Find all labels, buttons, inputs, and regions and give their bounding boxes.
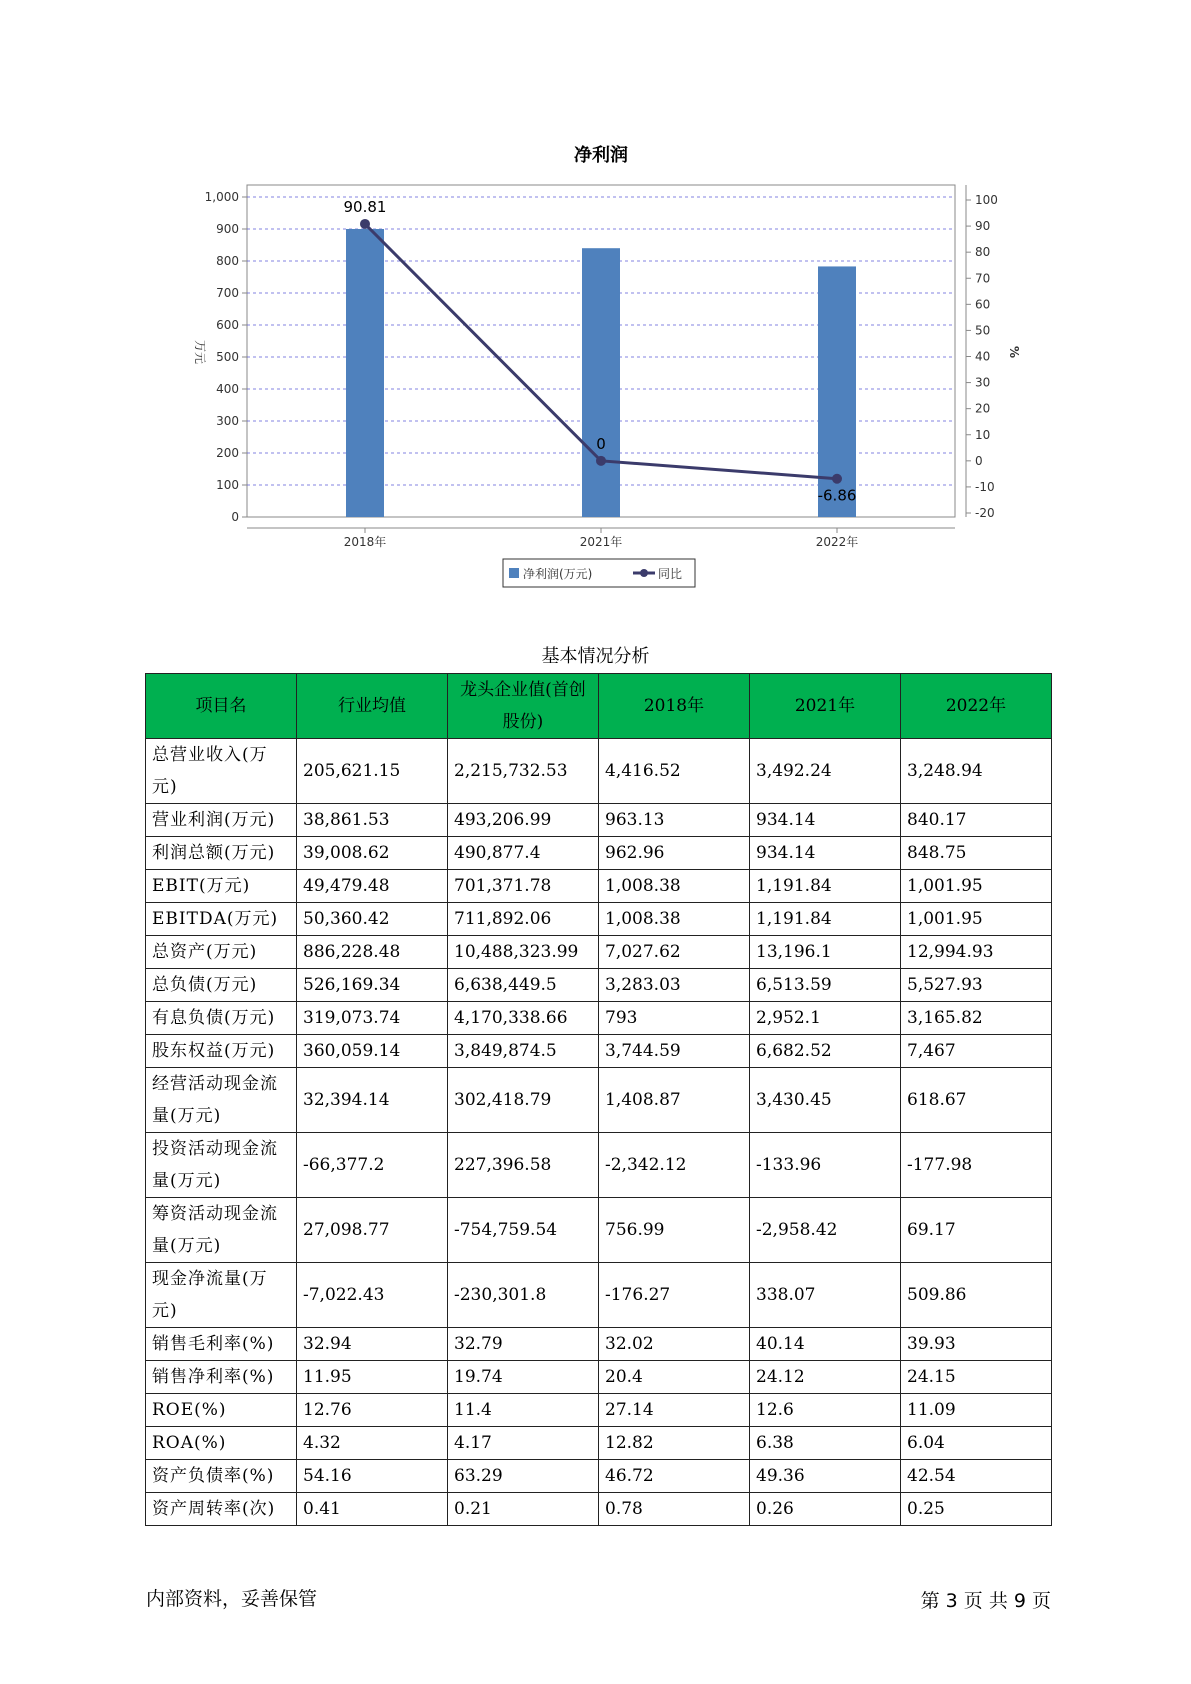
value-cell: -176.27 bbox=[599, 1263, 750, 1328]
value-cell: 12,994.93 bbox=[901, 936, 1052, 969]
table-row bbox=[146, 1002, 1052, 1035]
value-cell: 13,196.1 bbox=[750, 936, 901, 969]
value-cell: 934.14 bbox=[750, 804, 901, 837]
value-cell: 4,170,338.66 bbox=[448, 1002, 599, 1035]
y2-tick-label: 70 bbox=[975, 271, 991, 286]
value-cell: 6.04 bbox=[901, 1427, 1052, 1460]
y-tick-label: 600 bbox=[216, 318, 239, 332]
value-cell: 19.74 bbox=[448, 1361, 599, 1394]
value-cell: -133.96 bbox=[750, 1133, 901, 1198]
table-row bbox=[146, 1198, 1052, 1263]
row-label-cell: 筹资活动现金流量(万元) bbox=[146, 1198, 297, 1263]
value-cell: 6.38 bbox=[750, 1427, 901, 1460]
value-cell: 24.15 bbox=[901, 1361, 1052, 1394]
value-cell: 3,430.45 bbox=[750, 1068, 901, 1133]
value-cell: 962.96 bbox=[599, 837, 750, 870]
value-cell: 227,396.58 bbox=[448, 1133, 599, 1198]
value-cell: 27.14 bbox=[599, 1394, 750, 1427]
value-cell: 0.41 bbox=[297, 1493, 448, 1526]
y2-axis-title: % bbox=[1007, 345, 1021, 359]
value-cell: 711,892.06 bbox=[448, 903, 599, 936]
value-cell: 319,073.74 bbox=[297, 1002, 448, 1035]
value-cell: 49.36 bbox=[750, 1460, 901, 1493]
value-cell: 509.86 bbox=[901, 1263, 1052, 1328]
value-cell: 526,169.34 bbox=[297, 969, 448, 1002]
header-item-name: 项目名 bbox=[146, 674, 297, 739]
y-axis-title: 万元 bbox=[193, 339, 207, 365]
value-cell: -2,342.12 bbox=[599, 1133, 750, 1198]
value-cell: 1,408.87 bbox=[599, 1068, 750, 1133]
row-label-cell: EBITDA(万元) bbox=[146, 903, 297, 936]
value-cell: 20.4 bbox=[599, 1361, 750, 1394]
row-label-cell: 总营业收入(万元) bbox=[146, 739, 297, 804]
row-label-cell: 投资活动现金流量(万元) bbox=[146, 1133, 297, 1198]
table-row bbox=[146, 1035, 1052, 1068]
x-tick-label: 2018年 bbox=[343, 535, 387, 549]
value-cell: 793 bbox=[599, 1002, 750, 1035]
table-row bbox=[146, 1263, 1052, 1328]
value-cell: 63.29 bbox=[448, 1460, 599, 1493]
row-label-cell: ROE(%) bbox=[146, 1394, 297, 1427]
y-tick-label: 700 bbox=[216, 286, 239, 300]
y-tick-label: 100 bbox=[216, 478, 239, 492]
value-cell: 3,492.24 bbox=[750, 739, 901, 804]
value-cell: 701,371.78 bbox=[448, 870, 599, 903]
value-cell: 4.32 bbox=[297, 1427, 448, 1460]
value-cell: 54.16 bbox=[297, 1460, 448, 1493]
header-leader-value: 龙头企业值(首创股份) bbox=[448, 674, 599, 739]
y-tick-label: 800 bbox=[216, 254, 239, 268]
y2-tick-label: 40 bbox=[975, 349, 991, 364]
yoy-data-label: -6.86 bbox=[817, 486, 857, 505]
value-cell: -66,377.2 bbox=[297, 1133, 448, 1198]
table-row bbox=[146, 903, 1052, 936]
table-row bbox=[146, 1328, 1052, 1361]
basic-analysis-table bbox=[145, 673, 1052, 1526]
value-cell: 360,059.14 bbox=[297, 1035, 448, 1068]
value-cell: 338.07 bbox=[750, 1263, 901, 1328]
table-header-row bbox=[146, 674, 1052, 739]
footer-page-number: 第 3 页 共 9 页 bbox=[920, 1590, 1051, 1612]
value-cell: 0.25 bbox=[901, 1493, 1052, 1526]
row-label-cell: 资产周转率(次) bbox=[146, 1493, 297, 1526]
row-label-cell: 总负债(万元) bbox=[146, 969, 297, 1002]
value-cell: 3,283.03 bbox=[599, 969, 750, 1002]
yoy-point bbox=[360, 219, 370, 229]
row-label-cell: 销售毛利率(%) bbox=[146, 1328, 297, 1361]
header-2021: 2021年 bbox=[750, 674, 901, 739]
row-label-cell: ROA(%) bbox=[146, 1427, 297, 1460]
value-cell: 6,682.52 bbox=[750, 1035, 901, 1068]
value-cell: 24.12 bbox=[750, 1361, 901, 1394]
value-cell: 1,008.38 bbox=[599, 903, 750, 936]
value-cell: 27,098.77 bbox=[297, 1198, 448, 1263]
value-cell: 50,360.42 bbox=[297, 903, 448, 936]
value-cell: 886,228.48 bbox=[297, 936, 448, 969]
value-cell: 1,001.95 bbox=[901, 870, 1052, 903]
row-label-cell: 经营活动现金流量(万元) bbox=[146, 1068, 297, 1133]
header-industry-avg: 行业均值 bbox=[297, 674, 448, 739]
table-row bbox=[146, 936, 1052, 969]
value-cell: 46.72 bbox=[599, 1460, 750, 1493]
value-cell: 3,849,874.5 bbox=[448, 1035, 599, 1068]
y-tick-label: 1,000 bbox=[204, 190, 239, 204]
table-row bbox=[146, 1460, 1052, 1493]
x-tick-label: 2021年 bbox=[579, 535, 623, 549]
value-cell: 11.09 bbox=[901, 1394, 1052, 1427]
value-cell: 11.95 bbox=[297, 1361, 448, 1394]
table-row bbox=[146, 1427, 1052, 1460]
value-cell: 2,215,732.53 bbox=[448, 739, 599, 804]
table-row bbox=[146, 1068, 1052, 1133]
value-cell: 848.75 bbox=[901, 837, 1052, 870]
table-row bbox=[146, 837, 1052, 870]
value-cell: 7,027.62 bbox=[599, 936, 750, 969]
row-label-cell: 利润总额(万元) bbox=[146, 837, 297, 870]
value-cell: 934.14 bbox=[750, 837, 901, 870]
table-row bbox=[146, 804, 1052, 837]
y-tick-label: 400 bbox=[216, 382, 239, 396]
value-cell: -230,301.8 bbox=[448, 1263, 599, 1328]
value-cell: -2,958.42 bbox=[750, 1198, 901, 1263]
x-tick-label: 2022年 bbox=[815, 535, 859, 549]
value-cell: 11.4 bbox=[448, 1394, 599, 1427]
bar bbox=[346, 229, 384, 517]
value-cell: 302,418.79 bbox=[448, 1068, 599, 1133]
table-row bbox=[146, 1394, 1052, 1427]
header-2022: 2022年 bbox=[901, 674, 1052, 739]
value-cell: 756.99 bbox=[599, 1198, 750, 1263]
value-cell: 5,527.93 bbox=[901, 969, 1052, 1002]
row-label-cell: 股东权益(万元) bbox=[146, 1035, 297, 1068]
net-profit-chart bbox=[0, 0, 1191, 600]
legend-bar-label: 净利润(万元) bbox=[523, 567, 593, 581]
y-tick-label: 200 bbox=[216, 446, 239, 460]
value-cell: 0.21 bbox=[448, 1493, 599, 1526]
y-tick-label: 300 bbox=[216, 414, 239, 428]
y2-tick-label: 90 bbox=[975, 219, 991, 234]
value-cell: 1,001.95 bbox=[901, 903, 1052, 936]
table-row bbox=[146, 870, 1052, 903]
row-label-cell: 营业利润(万元) bbox=[146, 804, 297, 837]
row-label-cell: 销售净利率(%) bbox=[146, 1361, 297, 1394]
table-row bbox=[146, 739, 1052, 804]
value-cell: 32,394.14 bbox=[297, 1068, 448, 1133]
value-cell: 12.6 bbox=[750, 1394, 901, 1427]
row-label-cell: 有息负债(万元) bbox=[146, 1002, 297, 1035]
value-cell: 1,008.38 bbox=[599, 870, 750, 903]
value-cell: 6,513.59 bbox=[750, 969, 901, 1002]
y2-tick-label: -10 bbox=[975, 479, 995, 494]
y-tick-label: 500 bbox=[216, 350, 239, 364]
value-cell: 32.02 bbox=[599, 1328, 750, 1361]
value-cell: 3,744.59 bbox=[599, 1035, 750, 1068]
row-label-cell: EBIT(万元) bbox=[146, 870, 297, 903]
value-cell: 0.26 bbox=[750, 1493, 901, 1526]
value-cell: -177.98 bbox=[901, 1133, 1052, 1198]
footer-confidential-note: 内部资料，妥善保管 bbox=[146, 1588, 318, 1610]
y2-tick-label: 10 bbox=[975, 427, 991, 442]
y2-tick-label: 60 bbox=[975, 297, 991, 312]
legend-line-label: 同比 bbox=[658, 567, 683, 581]
y2-tick-label: 50 bbox=[975, 323, 991, 338]
y2-tick-label: -20 bbox=[975, 506, 995, 520]
value-cell: 10,488,323.99 bbox=[448, 936, 599, 969]
y2-tick-label: 100 bbox=[975, 193, 998, 207]
value-cell: 3,165.82 bbox=[901, 1002, 1052, 1035]
value-cell: 42.54 bbox=[901, 1460, 1052, 1493]
value-cell: 32.79 bbox=[448, 1328, 599, 1361]
value-cell: 1,191.84 bbox=[750, 903, 901, 936]
value-cell: 32.94 bbox=[297, 1328, 448, 1361]
row-label-cell: 现金净流量(万元) bbox=[146, 1263, 297, 1328]
yoy-data-label: 90.81 bbox=[343, 197, 387, 216]
y2-tick-label: 20 bbox=[975, 401, 991, 416]
row-label-cell: 资产负债率(%) bbox=[146, 1460, 297, 1493]
y2-tick-label: 30 bbox=[975, 375, 991, 390]
value-cell: 205,621.15 bbox=[297, 739, 448, 804]
value-cell: 493,206.99 bbox=[448, 804, 599, 837]
value-cell: 40.14 bbox=[750, 1328, 901, 1361]
bar bbox=[582, 248, 620, 517]
value-cell: 6,638,449.5 bbox=[448, 969, 599, 1002]
value-cell: 49,479.48 bbox=[297, 870, 448, 903]
chart-title: 净利润 bbox=[574, 145, 628, 166]
value-cell: 0.78 bbox=[599, 1493, 750, 1526]
table-row bbox=[146, 969, 1052, 1002]
value-cell: 2,952.1 bbox=[750, 1002, 901, 1035]
value-cell: 3,248.94 bbox=[901, 739, 1052, 804]
row-label-cell: 总资产(万元) bbox=[146, 936, 297, 969]
value-cell: 963.13 bbox=[599, 804, 750, 837]
table-row bbox=[146, 1361, 1052, 1394]
yoy-data-label: 0 bbox=[596, 434, 606, 453]
value-cell: 12.82 bbox=[599, 1427, 750, 1460]
value-cell: -754,759.54 bbox=[448, 1198, 599, 1263]
yoy-point bbox=[832, 474, 842, 484]
value-cell: -7,022.43 bbox=[297, 1263, 448, 1328]
value-cell: 39,008.62 bbox=[297, 837, 448, 870]
value-cell: 4,416.52 bbox=[599, 739, 750, 804]
table-row bbox=[146, 1133, 1052, 1198]
legend-line-marker bbox=[640, 569, 648, 577]
y2-tick-label: 80 bbox=[975, 245, 991, 260]
value-cell: 69.17 bbox=[901, 1198, 1052, 1263]
value-cell: 38,861.53 bbox=[297, 804, 448, 837]
table-row bbox=[146, 1493, 1052, 1526]
value-cell: 840.17 bbox=[901, 804, 1052, 837]
value-cell: 4.17 bbox=[448, 1427, 599, 1460]
table-title: 基本情况分析 bbox=[541, 646, 650, 667]
value-cell: 490,877.4 bbox=[448, 837, 599, 870]
y-tick-label: 900 bbox=[216, 222, 239, 236]
value-cell: 12.76 bbox=[297, 1394, 448, 1427]
value-cell: 1,191.84 bbox=[750, 870, 901, 903]
chart-svg bbox=[0, 0, 1191, 600]
y2-tick-label: 0 bbox=[975, 453, 983, 468]
y-tick-label: 0 bbox=[231, 510, 239, 524]
value-cell: 39.93 bbox=[901, 1328, 1052, 1361]
yoy-point bbox=[596, 456, 606, 466]
value-cell: 7,467 bbox=[901, 1035, 1052, 1068]
header-2018: 2018年 bbox=[599, 674, 750, 739]
legend-bar-swatch bbox=[509, 568, 519, 578]
value-cell: 618.67 bbox=[901, 1068, 1052, 1133]
